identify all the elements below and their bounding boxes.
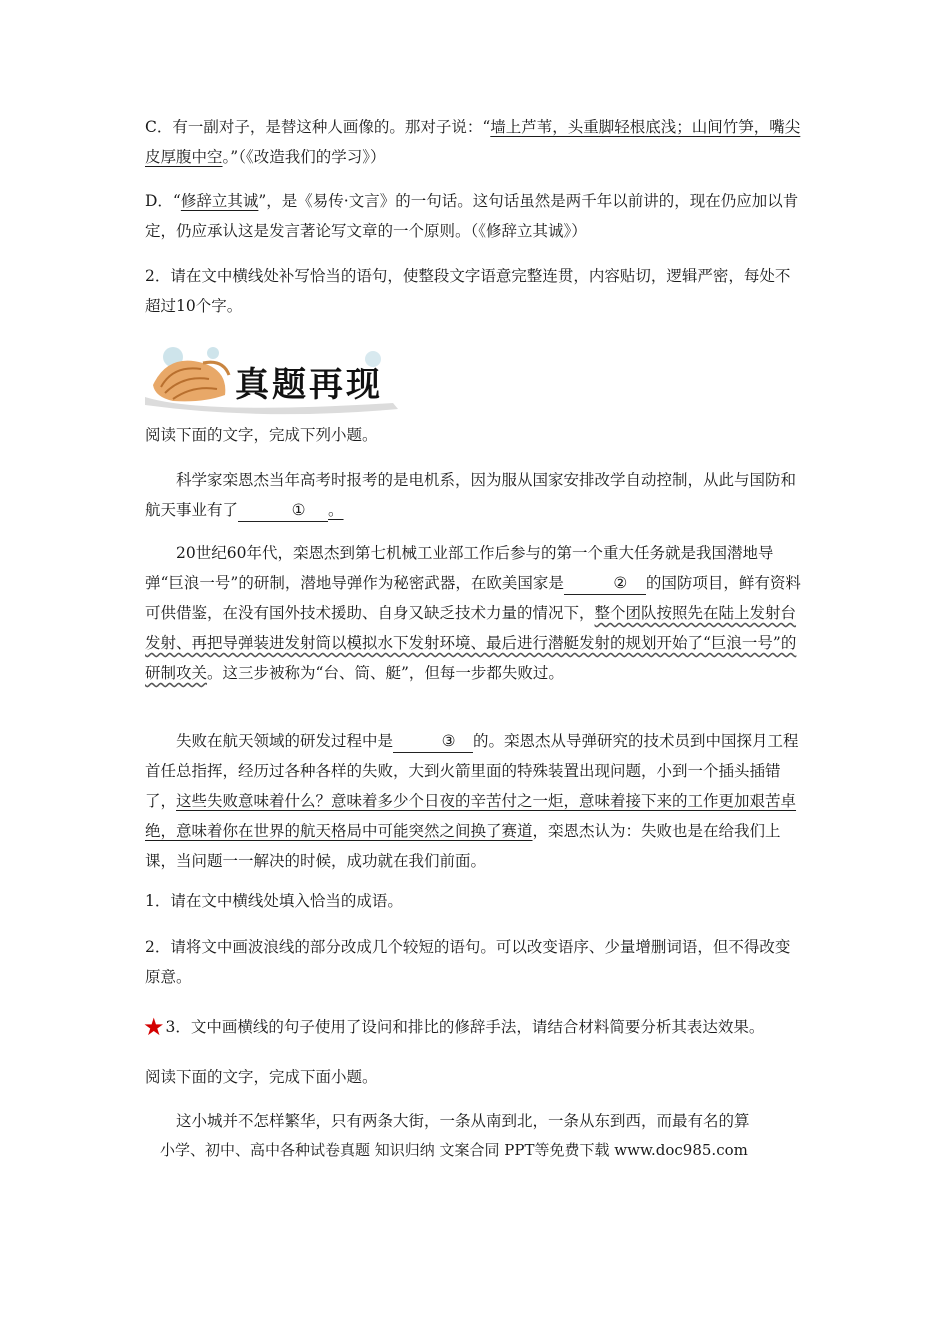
section-title: 真题再现 [235, 365, 383, 405]
passage-1-paragraph-1: 科学家栾恩杰当年高考时报考的是电机系，因为服从国家安排改学自动控制，从此与国防和航天事业有了 ① 。 [145, 465, 805, 525]
question-3: ★3．文中画横线的句子使用了设问和排比的修辞手法，请结合材料简要分析其表达效果。 [143, 1013, 765, 1041]
question-2-fill: 2．请在文中横线处补写恰当的语句，使整段文字语意完整连贯，内容贴切，逻辑严密，每处不超过10个字。 [145, 267, 791, 315]
question-2: 2．请将文中画波浪线的部分改成几个较短的语句。可以改变语序、少量增删词语，但不得改变原意。 [145, 938, 791, 986]
option-d-text: ”，是《易传·文言》的一句话。这句话虽然是两千年以前讲的，现在仍应加以肯定，仍应承认这是发言著论写文章的一个原则。（《修辞立其诚》） [145, 192, 799, 240]
reading-instruction-2: 阅读下面的文字，完成下面小题。 [145, 1068, 378, 1086]
blank-3: ③ [393, 730, 473, 753]
wavy-underlined-sentence: 整个团队按照先在陆上发射台发射、再把导弹装进发射筒以模拟水下发射环境、最后进行潜艇发射的规划开始了“巨浪一号”的研制攻关 [145, 604, 797, 682]
option-c-underlined: 墙上芦苇，头重脚轻根底浅；山间竹笋，嘴尖皮厚腹中空 [145, 118, 801, 166]
blank-1: ① [238, 499, 328, 522]
option-d-underlined: 修辞立其诚 [180, 192, 259, 210]
section-banner [143, 345, 403, 417]
option-d [145, 186, 805, 246]
star-icon: ★ [143, 1013, 165, 1041]
option-d-prefix: D．“ [145, 192, 181, 210]
option-c [145, 112, 805, 172]
passage-2-start: 这小城并不怎样繁华，只有两条大街，一条从南到北，一条从东到西，而最有名的算 [176, 1112, 750, 1130]
reading-instruction-1: 阅读下面的文字，完成下列小题。 [145, 426, 378, 444]
underlined-sentence: 这些失败意味着什么？意味着多少个日夜的辛苦付之一炬，意味着接下来的工作更加艰苦卓绝，意味着你在世界的航天格局中可能突然之间换了赛道 [145, 792, 797, 840]
blank-2: ② [564, 572, 646, 595]
option-c-source: 。”（《改造我们的学习》） [222, 148, 386, 166]
question-1: 1．请在文中横线处填入恰当的成语。 [145, 892, 403, 910]
footer-watermark: 小学、初中、高中各种试卷真题 知识归纳 文案合同 PPT等免费下载 www.doc985.com [160, 1141, 748, 1159]
option-c-text: C．有一副对子，是替这种人画像的。那对子说：“ [145, 118, 491, 136]
passage-1-paragraph-3: 失败在航天领域的研发过程中是 ③ 的。栾恩杰从导弹研究的技术员到中国探月工程首任总指挥，经历过各种各样的失败，大到火箭里面的特殊装置出现问题，小到一个插头插错了，这些失败意味着什么？意味着多少个日夜的辛苦付之一炬，意味着接下来的工作更加艰苦卓绝，意味着你在世界的航天格局中可能突然之间换了赛道，栾恩杰认为：失败也是在给我们上课，当问题一一解决的时候，成功就在我们前面。 [145, 732, 799, 870]
passage-1-paragraph-2: 20世纪60年代，栾恩杰到第七机械工业部工作后参与的第一个重大任务就是我国潜地导弹“巨浪一号”的研制，潜地导弹作为秘密武器，在欧美国家是 ② 的国防项目，鲜有资料可供借鉴，在没有国外技术援助、自身又缺乏技术力量的情况下，整个团队按照先在陆上发射台发射、再把导弹装进发射筒以模拟水下发射环境、最后进行潜艇发射的规划开始了“巨浪一号”的研制攻关。这三步被称为“台、筒、艇”，但每一步都失败过。 [145, 544, 801, 682]
